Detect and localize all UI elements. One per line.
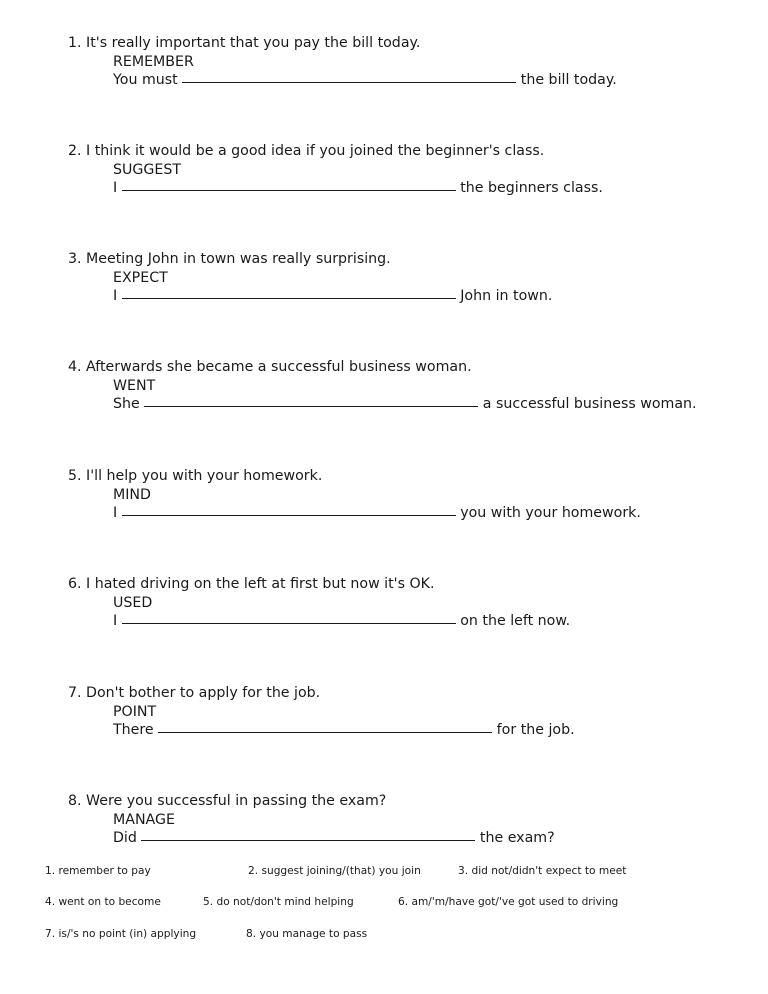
question-2: [68, 142, 603, 198]
question-keyword: WENT: [113, 377, 156, 394]
question-prompt: 2. I think it would be a good idea if you joined the beginner's class.: [68, 143, 545, 159]
answer-line: [113, 612, 570, 631]
question-6: [68, 575, 570, 631]
question-prompt: 5. I'll help you with your homework.: [68, 468, 323, 484]
answer-lead: You must: [113, 72, 178, 89]
question-keyword: EXPECT: [113, 269, 168, 286]
answer-lead: I: [113, 613, 118, 630]
question-prompt: 1. It's really important that you pay the bill today.: [68, 35, 421, 51]
question-4: [68, 358, 697, 414]
question-keyword: REMEMBER: [113, 53, 194, 70]
question-8: [68, 792, 555, 848]
answer-blank: [144, 404, 478, 407]
answer-tail: John in town.: [460, 288, 553, 305]
answer-blank: [158, 730, 492, 733]
answer-blank: [122, 188, 456, 191]
answer-tail: for the job.: [496, 722, 575, 739]
question-keyword: MANAGE: [113, 811, 175, 828]
answer-line: [113, 71, 617, 90]
answer-tail: the exam?: [479, 830, 555, 847]
answer-lead: There: [113, 722, 154, 739]
answer-line: [113, 504, 641, 523]
answer-line: [113, 721, 575, 740]
question-7: [68, 684, 575, 740]
answer-tail: a successful business woman.: [482, 396, 697, 413]
answer-key-item-8: 8. you manage to pass: [246, 928, 368, 940]
question-keyword: MIND: [113, 486, 151, 503]
question-keyword: SUGGEST: [113, 161, 182, 178]
question-keyword: USED: [113, 594, 153, 611]
answer-lead: I: [113, 180, 118, 197]
question-prompt: 4. Afterwards she became a successful business woman.: [68, 359, 472, 375]
question-prompt: 7. Don't bother to apply for the job.: [68, 685, 321, 701]
question-1: [68, 34, 617, 90]
answer-line: [113, 829, 555, 848]
answer-lead: I: [113, 288, 118, 305]
answer-line: [113, 179, 603, 198]
answer-lead: She: [113, 396, 140, 413]
answer-blank: [122, 513, 456, 516]
answer-blank: [122, 296, 456, 299]
answer-key-item-1: 1. remember to pay: [45, 865, 151, 877]
answer-line: [113, 395, 697, 414]
answer-tail: the bill today.: [520, 72, 617, 89]
question-prompt: 6. I hated driving on the left at first but now it's OK.: [68, 576, 435, 592]
answer-blank: [122, 621, 456, 624]
answer-lead: Did: [113, 830, 137, 847]
answer-blank: [141, 838, 475, 841]
answer-key-item-2: 2. suggest joining/(that) you join: [248, 865, 421, 877]
answer-tail: on the left now.: [460, 613, 571, 630]
answer-tail: the beginners class.: [460, 180, 603, 197]
answer-key-item-7: 7. is/'s no point (in) applying: [45, 928, 197, 940]
question-prompt: 8. Were you successful in passing the exam?: [68, 793, 387, 809]
answer-key-item-3: 3. did not/didn't expect to meet: [458, 865, 627, 877]
answer-key-item-6: 6. am/'m/have got/'ve got used to driving: [398, 896, 619, 908]
answer-tail: you with your homework.: [460, 505, 641, 522]
answer-key-item-4: 4. went on to become: [45, 896, 161, 908]
question-3: [68, 250, 552, 306]
answer-line: [113, 287, 552, 306]
question-5: [68, 467, 641, 523]
answer-blank: [182, 80, 516, 83]
question-prompt: 3. Meeting John in town was really surprising.: [68, 251, 391, 267]
answer-lead: I: [113, 505, 118, 522]
question-keyword: POINT: [113, 703, 157, 720]
answer-key-item-5: 5. do not/don't mind helping: [203, 896, 354, 908]
